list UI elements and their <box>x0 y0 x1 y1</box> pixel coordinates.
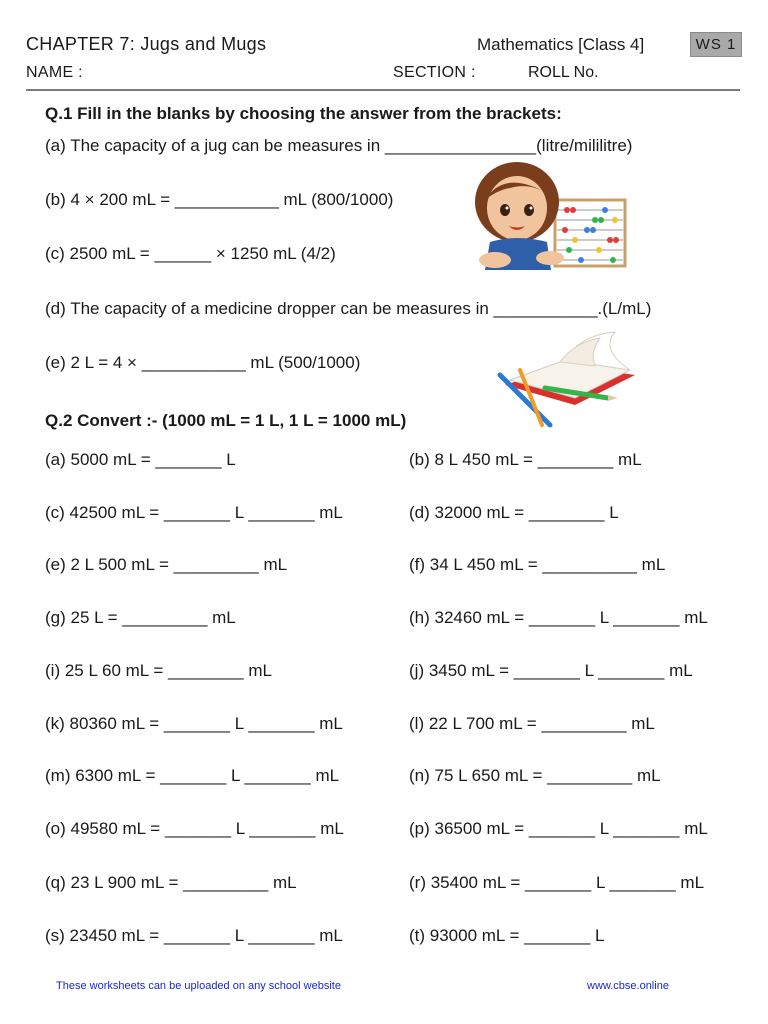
q2-item-c: (c) 42500 mL = _______ L _______ mL <box>45 503 343 522</box>
q2-item-a: (a) 5000 mL = _______ L <box>45 450 236 469</box>
q1-item-e: (e) 2 L = 4 × ___________ mL (500/1000) <box>45 353 361 372</box>
q1-item-b: (b) 4 × 200 mL = ___________ mL (800/1000) <box>45 190 394 209</box>
q2-item-h: (h) 32460 mL = _______ L _______ mL <box>409 608 708 627</box>
q1-item-c: (c) 2500 mL = ______ × 1250 mL (4/2) <box>45 244 336 263</box>
header-divider <box>26 89 740 91</box>
q2-item-q: (q) 23 L 900 mL = _________ mL <box>45 873 297 892</box>
footer-website-link[interactable]: www.cbse.online <box>587 980 669 992</box>
q2-item-r: (r) 35400 mL = _______ L _______ mL <box>409 873 705 892</box>
q1-item-d: (d) The capacity of a medicine dropper can be measures in ___________.(L/mL) <box>45 299 652 318</box>
worksheet-badge: WS 1 <box>690 32 742 57</box>
q2-item-d: (d) 32000 mL = ________ L <box>409 503 619 522</box>
roll-label: ROLL No. <box>528 64 599 81</box>
q2-item-b: (b) 8 L 450 mL = ________ mL <box>409 450 642 469</box>
q2-item-s: (s) 23450 mL = _______ L _______ mL <box>45 926 343 945</box>
q2-item-j: (j) 3450 mL = _______ L _______ mL <box>409 661 693 680</box>
q2-item-n: (n) 75 L 650 mL = _________ mL <box>409 766 661 785</box>
book-with-pencils-illustration <box>490 330 640 430</box>
q2-item-m: (m) 6300 mL = _______ L _______ mL <box>45 766 340 785</box>
name-label: NAME : <box>26 64 83 81</box>
q1-heading: Q.1 Fill in the blanks by choosing the answer from the brackets: <box>45 104 562 123</box>
q2-item-i: (i) 25 L 60 mL = ________ mL <box>45 661 272 680</box>
q2-heading: Q.2 Convert :- (1000 mL = 1 L, 1 L = 1000 mL) <box>45 411 407 430</box>
girl-with-abacus-illustration <box>455 160 630 275</box>
q2-item-g: (g) 25 L = _________ mL <box>45 608 236 627</box>
q2-item-f: (f) 34 L 450 mL = __________ mL <box>409 555 666 574</box>
abacus-beads <box>562 207 619 263</box>
q2-item-k: (k) 80360 mL = _______ L _______ mL <box>45 714 343 733</box>
section-label: SECTION : <box>393 64 476 81</box>
subject-title: Mathematics [Class 4] <box>477 35 645 54</box>
q1-item-a: (a) The capacity of a jug can be measures in ________________(litre/mililitre) <box>45 136 633 155</box>
q2-item-t: (t) 93000 mL = _______ L <box>409 926 605 945</box>
q2-item-e: (e) 2 L 500 mL = _________ mL <box>45 555 288 574</box>
q2-item-l: (l) 22 L 700 mL = _________ mL <box>409 714 655 733</box>
q2-item-p: (p) 36500 mL = _______ L _______ mL <box>409 819 708 838</box>
footer-note: These worksheets can be uploaded on any school website <box>56 980 341 992</box>
q2-item-o: (o) 49580 mL = _______ L _______ mL <box>45 819 344 838</box>
chapter-title: CHAPTER 7: Jugs and Mugs <box>26 34 267 54</box>
